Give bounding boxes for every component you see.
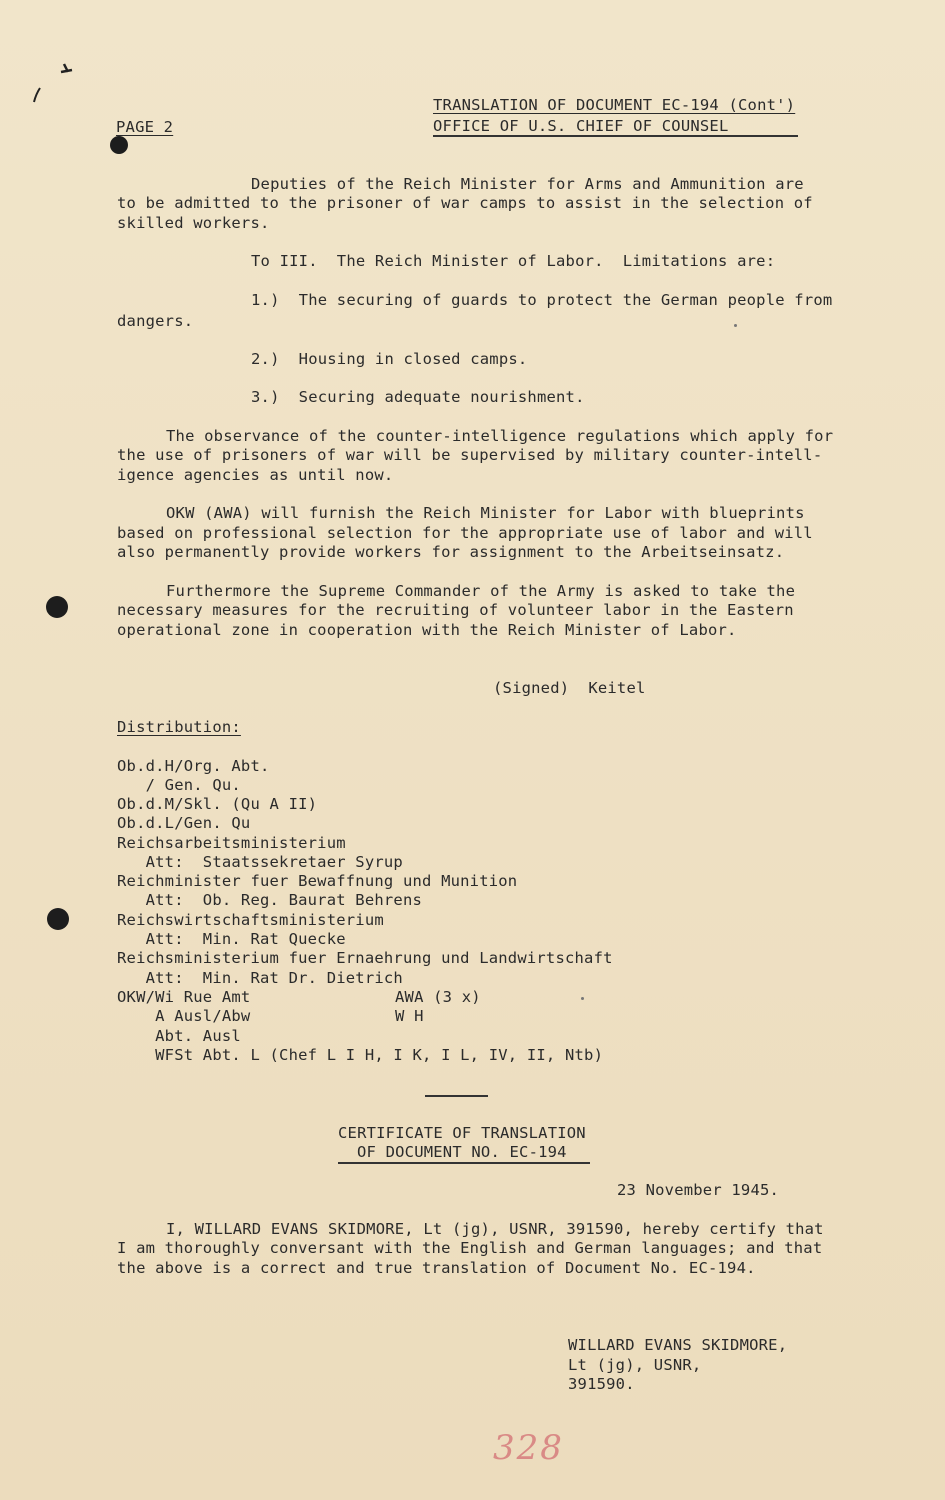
distribution-line: OKW/Wi Rue Amt (117, 988, 251, 1006)
certificate-date: 23 November 1945. (617, 1181, 780, 1199)
header-rule (433, 135, 798, 137)
list-item-1-cont: dangers. (117, 312, 194, 330)
paragraph-3-line: the use of prisoners of war will be supervised by military counter-intell- (117, 446, 823, 464)
distribution-line: Att: Ob. Reg. Baurat Behrens (117, 891, 423, 909)
paragraph-1-line: skilled workers. (117, 214, 270, 232)
certificate-text-line: I am thoroughly conversant with the English and German languages; and that (117, 1239, 823, 1257)
paragraph-4-line: OKW (AWA) will furnish the Reich Minister for Labor with blueprints (166, 504, 805, 522)
paragraph-3-line: igence agencies as until now. (117, 466, 394, 484)
distribution-line: A Ausl/Abw (117, 1007, 251, 1025)
certificate-title: CERTIFICATE OF TRANSLATION (338, 1124, 586, 1142)
distribution-line: Reichswirtschaftsministerium (117, 911, 384, 929)
paragraph-1-line: to be admitted to the prisoner of war camps to assist in the selection of (117, 194, 813, 212)
distribution-line: Att: Min. Rat Dr. Dietrich (117, 969, 403, 987)
certificate-text-line: the above is a correct and true translation of Document No. EC-194. (117, 1259, 756, 1277)
certificate-subtitle: OF DOCUMENT NO. EC-194 (357, 1143, 567, 1161)
certificate-rule (338, 1162, 590, 1164)
certifier-number: 391590. (568, 1375, 635, 1393)
paragraph-5-line: operational zone in cooperation with the Reich Minister of Labor. (117, 621, 737, 639)
distribution-heading: Distribution: (117, 718, 241, 736)
header-title-line1: TRANSLATION OF DOCUMENT EC-194 (Cont') (433, 96, 796, 114)
distribution-right-col: W H (395, 1007, 424, 1025)
punch-hole (110, 136, 128, 154)
certifier-rank: Lt (jg), USNR, (568, 1356, 702, 1374)
distribution-right-col: AWA (3 x) (395, 988, 481, 1006)
distribution-line: Ob.d.M/Skl. (Qu A II) (117, 795, 318, 813)
punch-hole (46, 596, 68, 618)
distribution-line: Att: Staatssekretaer Syrup (117, 853, 403, 871)
ink-speck (734, 324, 737, 327)
list-item-3: 3.) Securing adequate nourishment. (251, 388, 585, 406)
distribution-line: Abt. Ausl (117, 1027, 241, 1045)
paragraph-5-line: Furthermore the Supreme Commander of the Army is asked to take the (166, 582, 796, 600)
distribution-line: Reichsarbeitsministerium (117, 834, 346, 852)
distribution-line: Att: Min. Rat Quecke (117, 930, 346, 948)
paragraph-4-line: also permanently provide workers for assignment to the Arbeitseinsatz. (117, 543, 785, 561)
paragraph-1-line: Deputies of the Reich Minister for Arms and Ammunition are (251, 175, 804, 193)
section-separator (425, 1095, 488, 1097)
page-label: PAGE 2 (116, 118, 174, 136)
distribution-line: Reichminister fuer Bewaffnung und Munition (117, 872, 518, 890)
header-title-line2: OFFICE OF U.S. CHIEF OF COUNSEL (433, 117, 729, 135)
handwritten-page-number: 328 (493, 1428, 564, 1468)
paragraph-4-line: based on professional selection for the appropriate use of labor and will (117, 524, 813, 542)
paragraph-2: To III. The Reich Minister of Labor. Limitations are: (251, 252, 776, 270)
certifier-name: WILLARD EVANS SKIDMORE, (568, 1336, 788, 1354)
distribution-line: Ob.d.H/Org. Abt. (117, 757, 270, 775)
signature-line: (Signed) Keitel (493, 679, 646, 697)
pencil-mark-icon (28, 58, 78, 108)
paragraph-5-line: necessary measures for the recruiting of volunteer labor in the Eastern (117, 601, 794, 619)
distribution-line: / Gen. Qu. (117, 776, 241, 794)
list-item-1: 1.) The securing of guards to protect the German people from (251, 291, 833, 309)
ink-speck (581, 997, 584, 1000)
distribution-line: Reichsministerium fuer Ernaehrung und Landwirtschaft (117, 949, 613, 967)
list-item-2: 2.) Housing in closed camps. (251, 350, 528, 368)
punch-hole (47, 908, 69, 930)
distribution-line: WFSt Abt. L (Chef L I H, I K, I L, IV, II, Ntb) (117, 1046, 604, 1064)
distribution-line: Ob.d.L/Gen. Qu (117, 814, 251, 832)
paragraph-3-line: The observance of the counter-intelligence regulations which apply for (166, 427, 834, 445)
certificate-text-line: I, WILLARD EVANS SKIDMORE, Lt (jg), USNR, 391590, hereby certify that (166, 1220, 824, 1238)
